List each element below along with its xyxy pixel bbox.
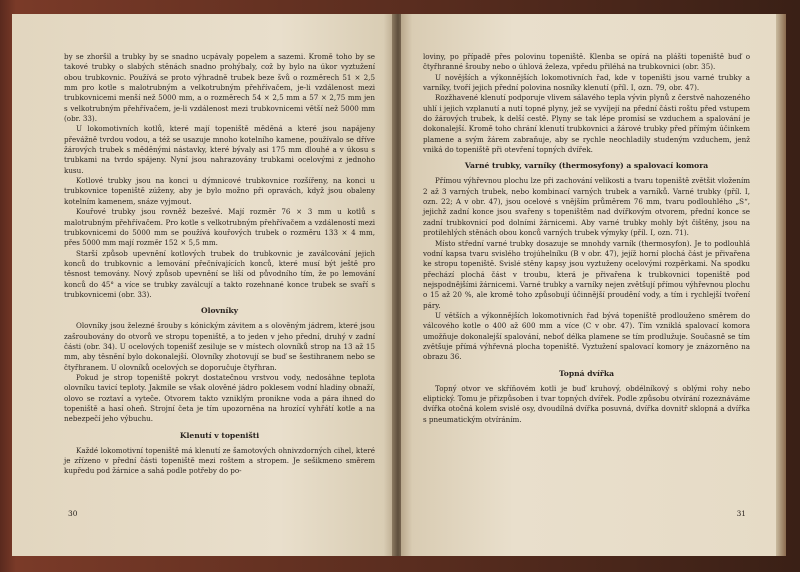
- paragraph: Kouřové trubky jsou rovněž bezešvé. Mají rozměr 76 × 3 mm u kotlů s malotrubným přehřívačem. Pro kotle s velkotrubným přehřívačem a vzdáleností mezi trubkovnicemi do 5000 mm se používá kouřových trubek o rozměru 133 × 4 mm, přes 5000 mm mají rozměr 152 × 5,5 mm.: [64, 207, 375, 248]
- page-edge: [776, 14, 786, 556]
- section-heading: Klenutí v topeništi: [179, 430, 260, 440]
- paragraph: Přímou výhřevnou plochu lze při zachování velikosti a tvaru topeniště zvětšit vložením 2 až 3 varných trubek, nebo kombinací varných trubek a varníků. Varné trubky (příl. I, ozn. 22; A v obr. 47), jsou ocelové s vnějším průměrem 76 mm, tvaru podlouhlého „S“, jejichž zadní konce jsou svařeny s topeništěm nad dvířkovým otvorem, přední konce se zadní trubkovnicí pod dolními žárnicemi. Aby varné trubky mohly být čištěny, jsou na protilehlých stěnách obou konců varných trubek výmyky (příl. I, ozn. 71).: [423, 176, 750, 238]
- right-page-text: [423, 52, 750, 425]
- paragraph: Pokud je strop topeniště pokryt dostatečnou vrstvou vody, nedosáhne teplota olovníku tavicí teploty. Jakmile se však olověné jádro poklesem vodní hladiny obnaží, olovo se roztaví a vyteče. Otvorem takto vzniklým pronikne voda a pára ihned do topeniště a hasí oheň. Strojní četa je tím upozorněna na hrozící vyhřátí kotle a na nebezpečí jeho výbuchu.: [64, 372, 375, 424]
- paragraph: Olovníky jsou železné šrouby s kónickým závitem a s olověným jádrem, které jsou zašroubovány do otvorů ve stropu topeniště, a to jeden v jeho přední, druhý v zadní části (obr. 34). U ocelových topenišť zesiluje se v místech olovníků strop na 13 až 15 mm, aby těsnění bylo dokonalejší. Olovníky zhotovují se buď se šestihranem nebo se čtyřhranem. U olovníků ocelových se doporučuje čtyřhran.: [64, 321, 375, 372]
- section-heading: Olovníky: [200, 306, 239, 316]
- section-heading: Varné trubky, varníky (thermosyfony) a spalovací komora: [464, 161, 709, 171]
- paragraph: loviny, po případě přes polovinu topeniště. Klenba se opírá na plášti topeniště buď o čtyřhranné šrouby nebo o úhlová železa, vpředu přiléhá na trubkovnici (obr. 35).: [423, 52, 750, 72]
- paragraph: Rozžhavené klenutí podporuje vlivem sálavého tepla vývin plynů z čerstvě nahozeného uhlí i jejich vzplanutí a nutí topné plyny, jež se vyvíjejí na přední části roštu před vstupem do žárových trubek, k delší cestě. Plyny se tak lépe promísí se vzduchem a spalování je dokonalejší. Kromě toho chrání klenutí trubkovnici a žárové trubky před přímým účinkem plamene a svým žárem zabraňuje, aby se rychle neochladily studeným vzduchem, jenž vniká do topeniště při otevření topných dvířek.: [423, 93, 750, 155]
- paragraph: U větších a výkonnějších lokomotivních řad bývá topeniště prodlouženo směrem do válcového kotle o 400 až 600 mm a více (C v obr. 47). Tím vzniklá spalovací komora umožňuje dokonalejší spalování, neboť délka plamene se tím prodlužuje. Současně se tím zvětšuje přímá výhřevná plocha topeniště. Vyztužení spalovací komory je znázorněno na obrazu 36.: [423, 310, 750, 362]
- left-page: [12, 14, 395, 556]
- paragraph: Topný otvor ve skříňovém kotli je buď kruhový, obdélníkový s oblými rohy nebo eliptický. Tomu je přizpůsoben i tvar topných dvířek. Podle způsobu otvírání rozeznáváme dvířka otočná kolem svislé osy, dvoudílná dvířka posuvná, dvířka dovnitř sklopná a dvířka s pneumatickým otvíráním.: [423, 383, 750, 424]
- paragraph: by se zhoršil a trubky by se snadno ucpávaly popelem a sazemi. Kromě toho by se takové trubky o slabých stěnách snadno prohýbaly, což by bylo na úkor vyztužení obou trubkovnic. Používá se proto výhradně trubek beze švů o rozměrech 51 × 2,5 mm pro kotle s malotrubným a velkotrubným přehřívačem, je-li vzdálenost mezi trubkovnicemi menší než 5000 mm, a o rozměrech 54 × 2,5 mm a 57 × 2,75 mm jen s velkotrubným přehřívačem, je-li vzdálenost mezi trubkovnicemi větší než 5000 mm (obr. 33).: [64, 52, 375, 124]
- left-page-text: [64, 52, 375, 477]
- paragraph: Místo střední varné trubky dosazuje se mnohdy varník (thermosyfon). Je to podlouhlá vodní kapsa tvaru svislého trojúhelníku (B v obr. 47), jejíž horní plochá část je přivařena ke stropu topeniště. Svislé stěny kapsy jsou vyztuženy ocelovými rozpěrkami. Na spodku přechází plochá část v troubu, která je přivařena k trubkovnici topeniště pod nejspodnějšími žárnicemi. Varné trubky a varníky nejen zvětšují přímou výhřevnou plochu o 15 až 20 %, ale kromě toho způsobují účinnější proudění vody, a tím i rychlejší tvoření páry.: [423, 238, 750, 310]
- paragraph: U lokomotivních kotlů, které mají topeniště měděná a které jsou napájeny převážně tvrdou vodou, a též se usazuje mnoho kotelního kamene, používalo se dříve žárových trubek s měděnými nástavky, které bývaly asi 175 mm dlouhé a v úkosu s trubkami na tvrdo spájeny. Nyní jsou nahrazovány trubkami ocelovými z jednoho kusu.: [64, 124, 375, 175]
- page-number: 31: [736, 509, 746, 518]
- page-number: 30: [68, 509, 78, 518]
- paragraph: Každé lokomotivní topeniště má klenutí ze šamotových ohnivzdorných cihel, které je zřízeno v přední části topeniště mezi roštem a stropem. Je sešikmeno směrem kupředu pod žárnice a sahá podle potřeby do po-: [64, 445, 375, 476]
- paragraph: Kotlové trubky jsou na konci u dýmnicové trubkovnice rozšířeny, na konci u trubkovnice topeniště zúženy, aby je bylo možno při opravách, když jsou obaleny kotelním kamenem, snáze vyjmout.: [64, 176, 375, 206]
- paragraph: U novějších a výkonnějších lokomotivních řad, kde v topeništi jsou varné trubky a varníky, tvoří jejich přední polovina nosníky klenutí (příl. I, ozn. 79, obr. 47).: [423, 72, 750, 93]
- section-heading: Topná dvířka: [558, 368, 615, 378]
- paragraph: Starší způsob upevnění kotlových trubek do trubkovnic je zaválcování jejich konců do trubkovnic a lemování přečnívajících konců, které musí být ještě pro těsnost temovány. Nový způsob upevnění se liší od původního tím, že po lemování konců do 45° a více se trubky zaválcují a takto rozehnané konce trubek se svaří s trubkovnicemi (obr. 33).: [64, 248, 375, 299]
- right-page: [401, 14, 776, 556]
